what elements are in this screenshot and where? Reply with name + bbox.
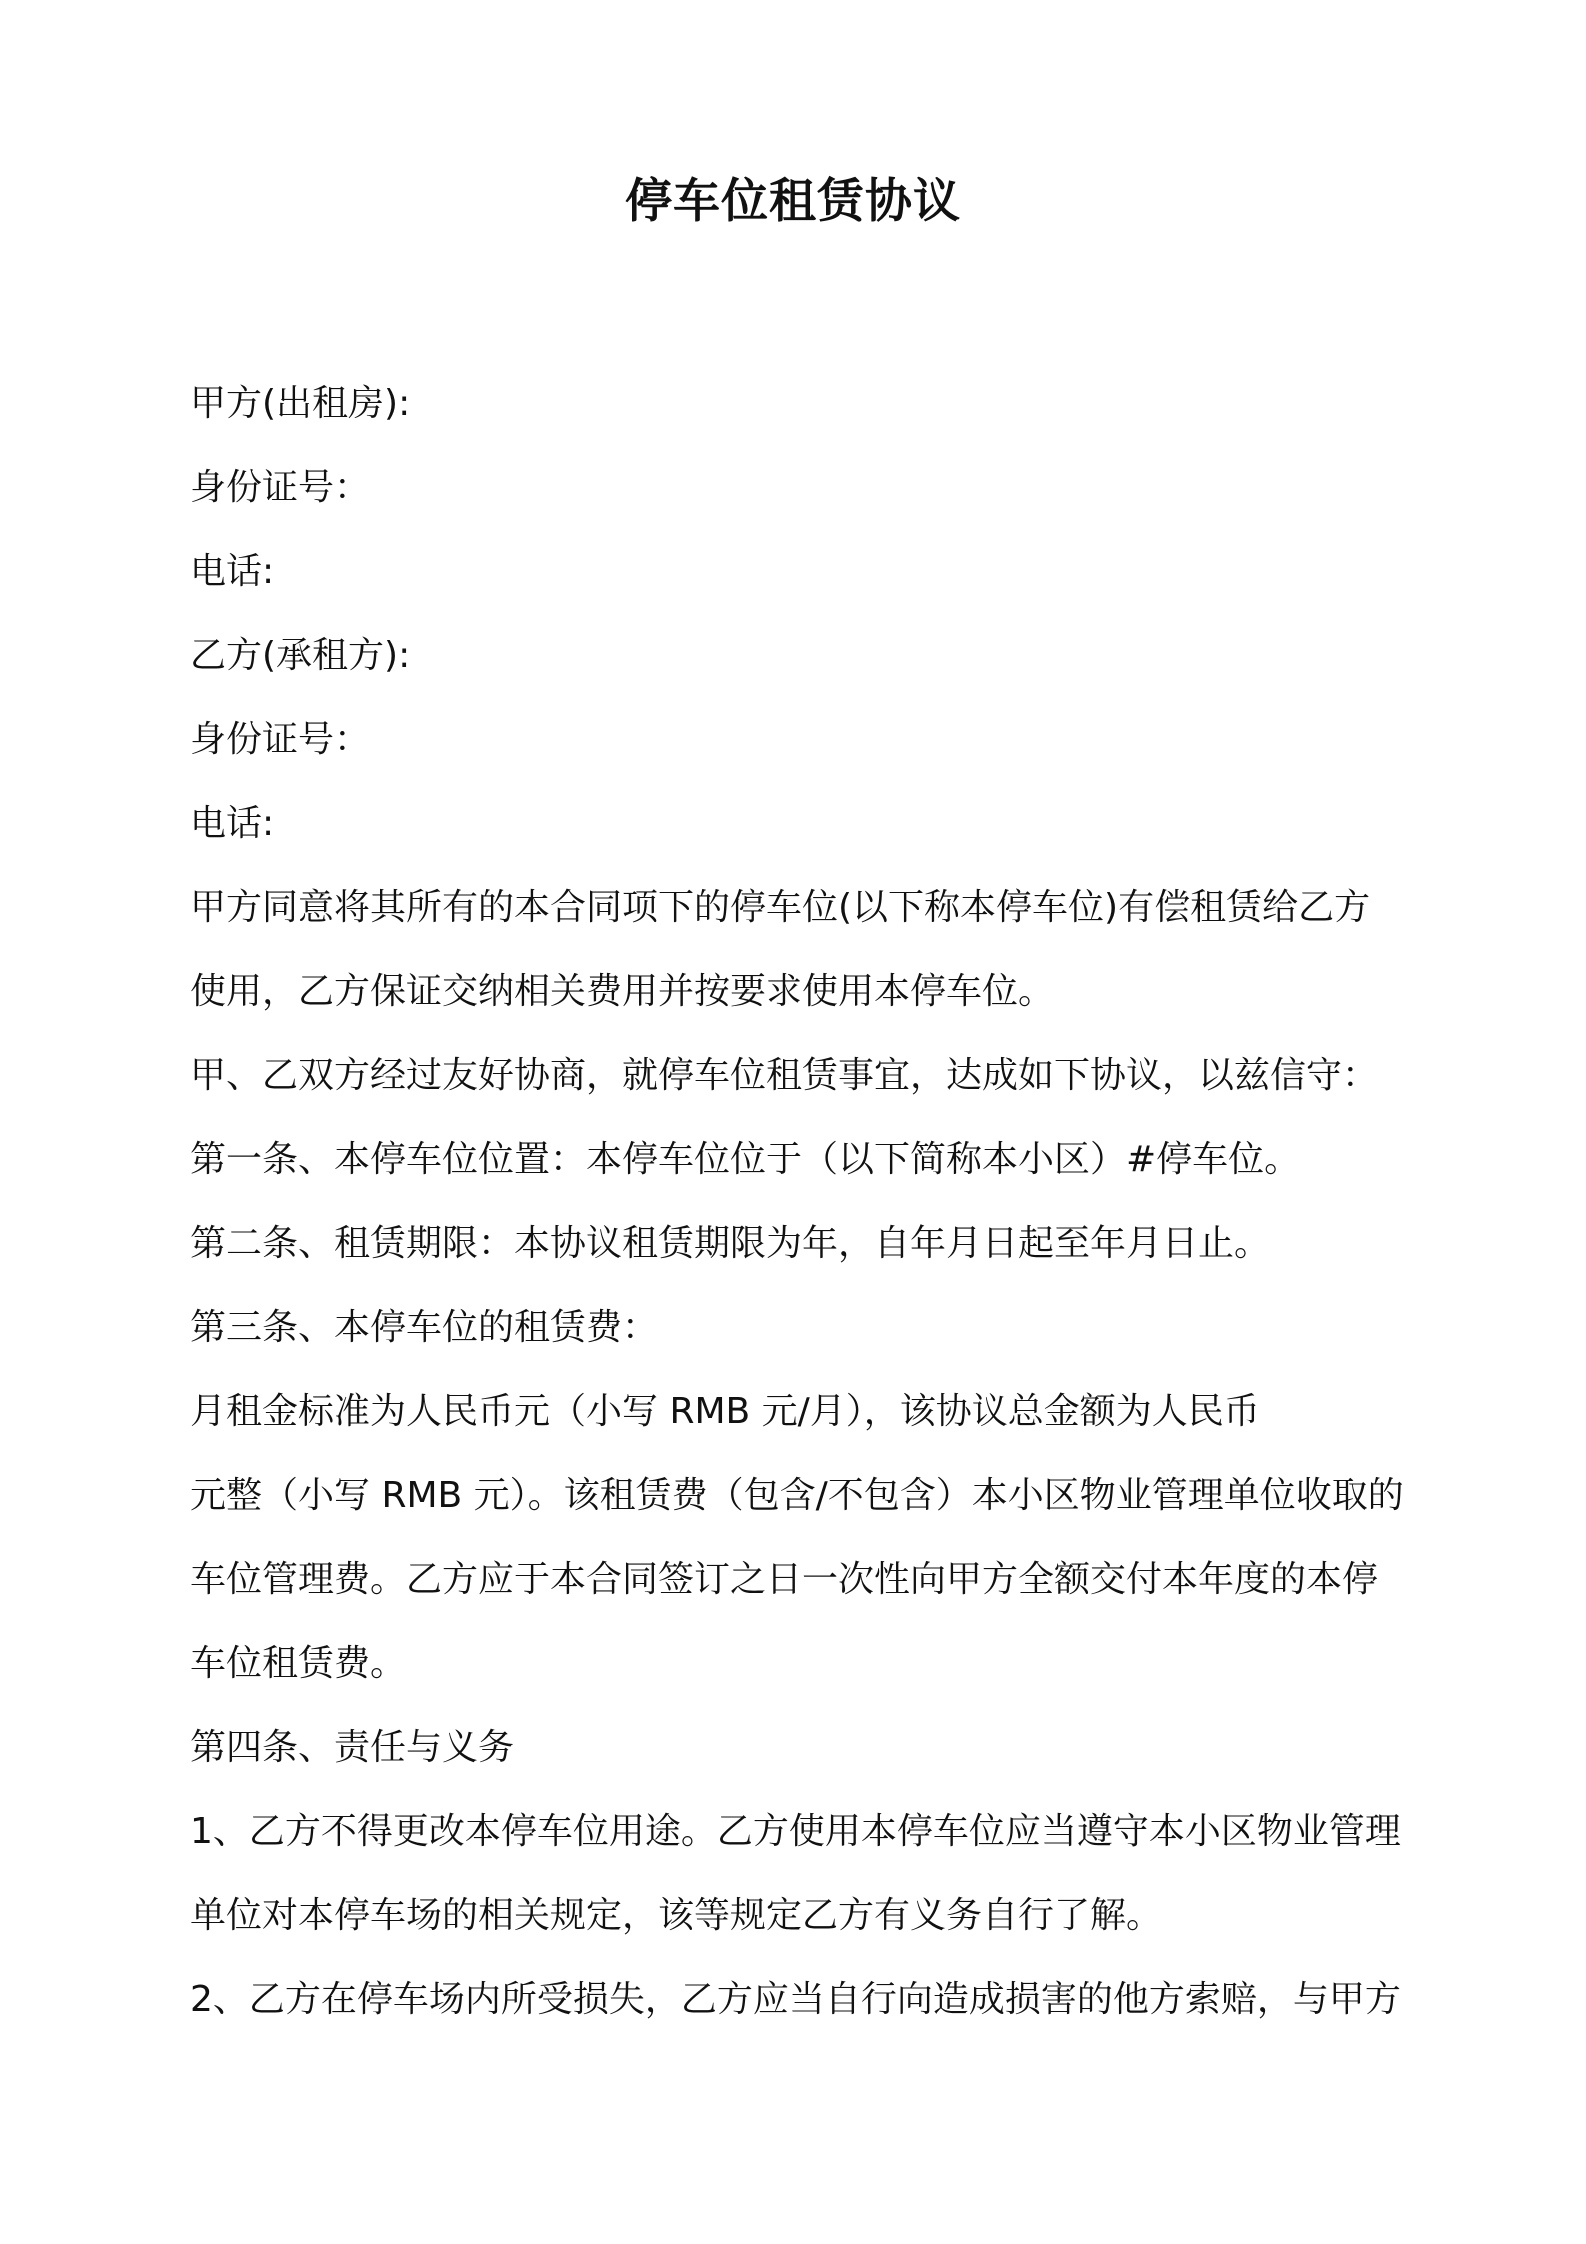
party-b-phone-label: 电话: — [190, 803, 275, 844]
intro-paragraph-line: 甲方同意将其所有的本合同项下的停车位(以下称本停车位)有偿租赁给乙方 — [190, 887, 1371, 928]
article-4-heading: 第四条、责任与义务 — [190, 1727, 515, 1768]
article-3-paragraph-line: 月租金标准为人民币元（小写 RMB 元/月），该协议总金额为人民币 — [190, 1391, 1260, 1432]
party-a-label: 甲方(出租房): — [190, 383, 411, 424]
article-2-term: 第二条、租赁期限：本协议租赁期限为年，自年月日起至年月日止。 — [190, 1223, 1271, 1264]
article-4-item-2-line: 2、乙方在停车场内所受损失，乙方应当自行向造成损害的他方索赔，与甲方 — [190, 1979, 1401, 2020]
intro-paragraph-line: 使用，乙方保证交纳相关费用并按要求使用本停车位。 — [190, 971, 1055, 1012]
article-4-item-1-line: 单位对本停车场的相关规定，该等规定乙方有义务自行了解。 — [190, 1895, 1163, 1936]
party-a-id-label: 身份证号： — [190, 467, 371, 508]
article-3-paragraph-line: 元整（小写 RMB 元）。该租赁费（包含/不包含）本小区物业管理单位收取的 — [190, 1475, 1404, 1516]
document-body — [190, 362, 1440, 2042]
article-3-paragraph-line: 车位租赁费。 — [190, 1643, 407, 1684]
party-a-phone-label: 电话: — [190, 551, 275, 592]
agreement-statement: 甲、乙双方经过友好协商，就停车位租赁事宜，达成如下协议，以兹信守： — [190, 1055, 1379, 1096]
party-b-label: 乙方(承租方): — [190, 635, 411, 676]
article-3-heading: 第三条、本停车位的租赁费： — [190, 1307, 659, 1348]
article-1-location: 第一条、本停车位位置：本停车位位于（以下简称本小区）#停车位。 — [190, 1139, 1301, 1180]
party-b-id-label: 身份证号： — [190, 719, 371, 760]
article-3-paragraph-line: 车位管理费。乙方应于本合同签订之日一次性向甲方全额交付本年度的本停 — [190, 1559, 1379, 1600]
document-title: 停车位租赁协议 — [625, 174, 961, 229]
article-4-item-1-line: 1、乙方不得更改本停车位用途。乙方使用本停车位应当遵守本小区物业管理 — [190, 1811, 1401, 1852]
